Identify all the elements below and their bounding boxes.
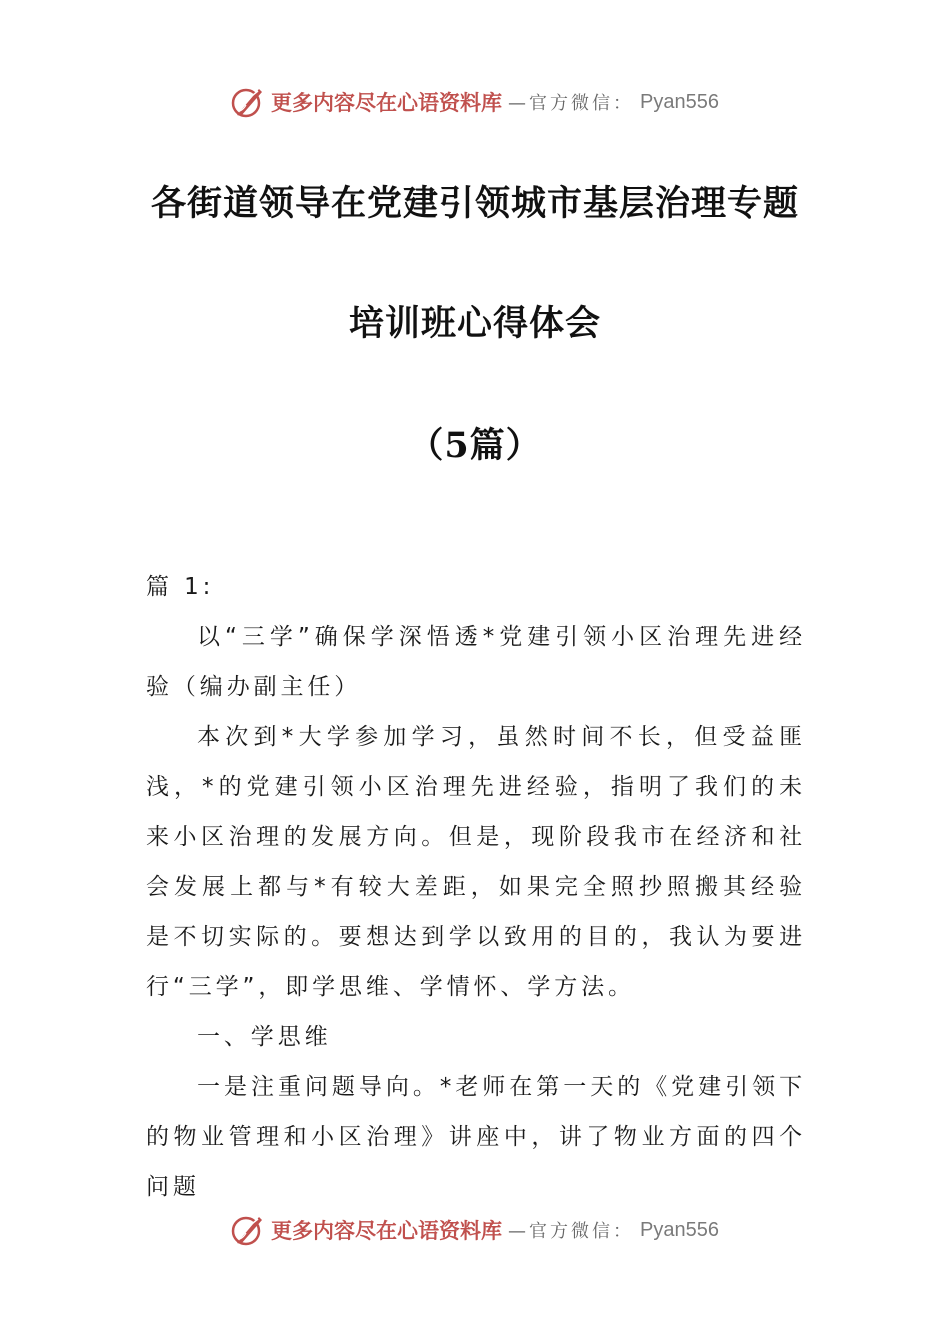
header-watermark [0,80,950,124]
footer-watermark [0,1208,950,1252]
section-heading: 一、学思维 [197,1024,332,1050]
document-title-line-2: 培训班心得体会 [348,303,601,344]
quill-logo-icon [231,1213,265,1247]
watermark-wechat-id: Pyan556 [640,90,719,113]
watermark-separator: —官方微信： [508,1221,635,1242]
section-label: 篇 1: [146,574,215,600]
watermark-wechat-id: Pyan556 [640,1218,719,1241]
document-title-line-1: 各街道领导在党建引领城市基层治理专题 [150,183,799,224]
watermark-brand: 更多内容尽在心语资料库 [271,90,503,115]
quill-logo-icon [231,85,265,119]
document-body [146,562,806,1212]
watermark-separator: —官方微信： [508,93,635,114]
watermark-brand: 更多内容尽在心语资料库 [271,1218,503,1243]
body-paragraph: 本次到*大学参加学习，虽然时间不长，但受益匪浅，*的党建引领小区治理先进经验，指明了我们的未来小区治理的发展方向。但是，现阶段我市在经济和社会发展上都与*有较大差距，如果完全照抄照搬其经验是不切实际的。要想达到学以致用的目的，我认为要进行“三学”，即学思维、学情怀、学方法。 [146,724,806,1000]
body-paragraph: 一是注重问题导向。*老师在第一天的《党建引领下的物业管理和小区治理》讲座中，讲了物业方面的四个问题 [146,1074,806,1200]
article-subtitle: 以“三学”确保学深悟透*党建引领小区治理先进经验（编办副主任） [146,624,806,700]
document-title-count: （5篇） [408,425,542,466]
